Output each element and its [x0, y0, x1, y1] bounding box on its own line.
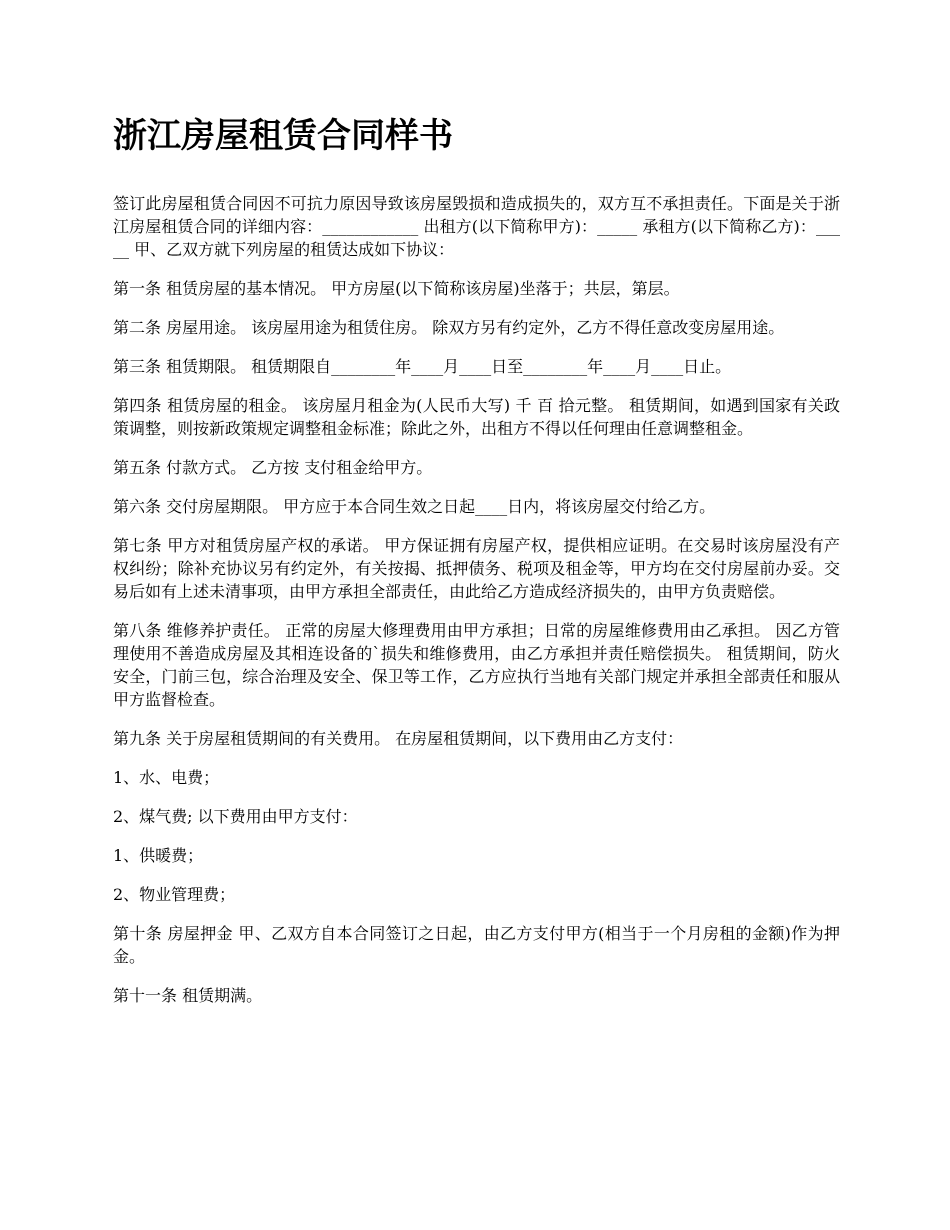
article-8-paragraph: 第八条 维修养护责任。 正常的房屋大修理费用由甲方承担；日常的房屋维修费用由乙承担。 因乙方管理使用不善造成房屋及其相连设备的`损失和维修费用，由乙方承担并责任赔偿损失。 租赁期间，防火安全，门前三包，综合治理及安全、保卫等工作，乙方应执行当地有关部门规定并承担全部责任和服从甲方监督检查。 [113, 621, 840, 709]
list-item: 2、煤气费; 以下费用由甲方支付： [113, 807, 358, 826]
article-7-paragraph: 第七条 甲方对租赁房屋产权的承诺。 甲方保证拥有房屋产权，提供相应证明。在交易时该房屋没有产权纠纷；除补充协议另有约定外，有关按揭、抵押债务、税项及租金等，甲方均在交付房屋前办妥。交易后如有上述未清事项，由甲方承担全部责任，由此给乙方造成经济损失的，由甲方负责赔偿。 [113, 536, 840, 601]
list-item: 1、供暖费； [113, 846, 204, 865]
article-1-paragraph: 第一条 租赁房屋的基本情况。 甲方房屋(以下简称该房屋)坐落于；共层，第层。 [113, 279, 680, 298]
document-page [113, 112, 840, 1023]
article-4-paragraph: 第四条 租赁房屋的租金。 该房屋月租金为(人民币大写) 千 百 拾元整。 租赁期间，如遇到国家有关政策调整，则按新政策规定调整租金标准；除此之外，出租方不得以任何理由任意调整租金。 [113, 396, 840, 438]
article-6-paragraph: 第六条 交付房屋期限。 甲方应于本合同生效之日起____日内，将该房屋交付给乙方。 [113, 497, 716, 516]
list-item: 1、水、电费； [113, 768, 220, 787]
list-item: 2、物业管理费； [113, 885, 236, 904]
article-11-paragraph: 第十一条 租赁期满。 [113, 986, 263, 1005]
article-5-paragraph: 第五条 付款方式。 乙方按 支付租金给甲方。 [113, 458, 433, 477]
article-2-paragraph: 第二条 房屋用途。 该房屋用途为租赁住房。 除双方另有约定外，乙方不得任意改变房屋用途。 [113, 318, 785, 337]
document-title: 浙江房屋租赁合同样书 [113, 116, 453, 156]
article-3-paragraph: 第三条 租赁期限。 租赁期限自________年____月____日至________年____月____日止。 [113, 357, 732, 376]
article-10-paragraph: 第十条 房屋押金 甲、乙双方自本合同签订之日起，由乙方支付甲方(相当于一个月房租的金额)作为押金。 [113, 924, 840, 966]
intro-paragraph: 签订此房屋租赁合同因不可抗力原因导致该房屋毁损和造成损失的，双方互不承担责任。下面是关于浙江房屋租赁合同的详细内容：____________ 出租方(以下简称甲方)：_____ 承租方(以下简称乙方)：_____ 甲、乙双方就下列房屋的租赁达成如下协议： [113, 194, 840, 259]
article-9-paragraph: 第九条 关于房屋租赁期间的有关费用。 在房屋租赁期间，以下费用由乙方支付： [113, 729, 684, 748]
